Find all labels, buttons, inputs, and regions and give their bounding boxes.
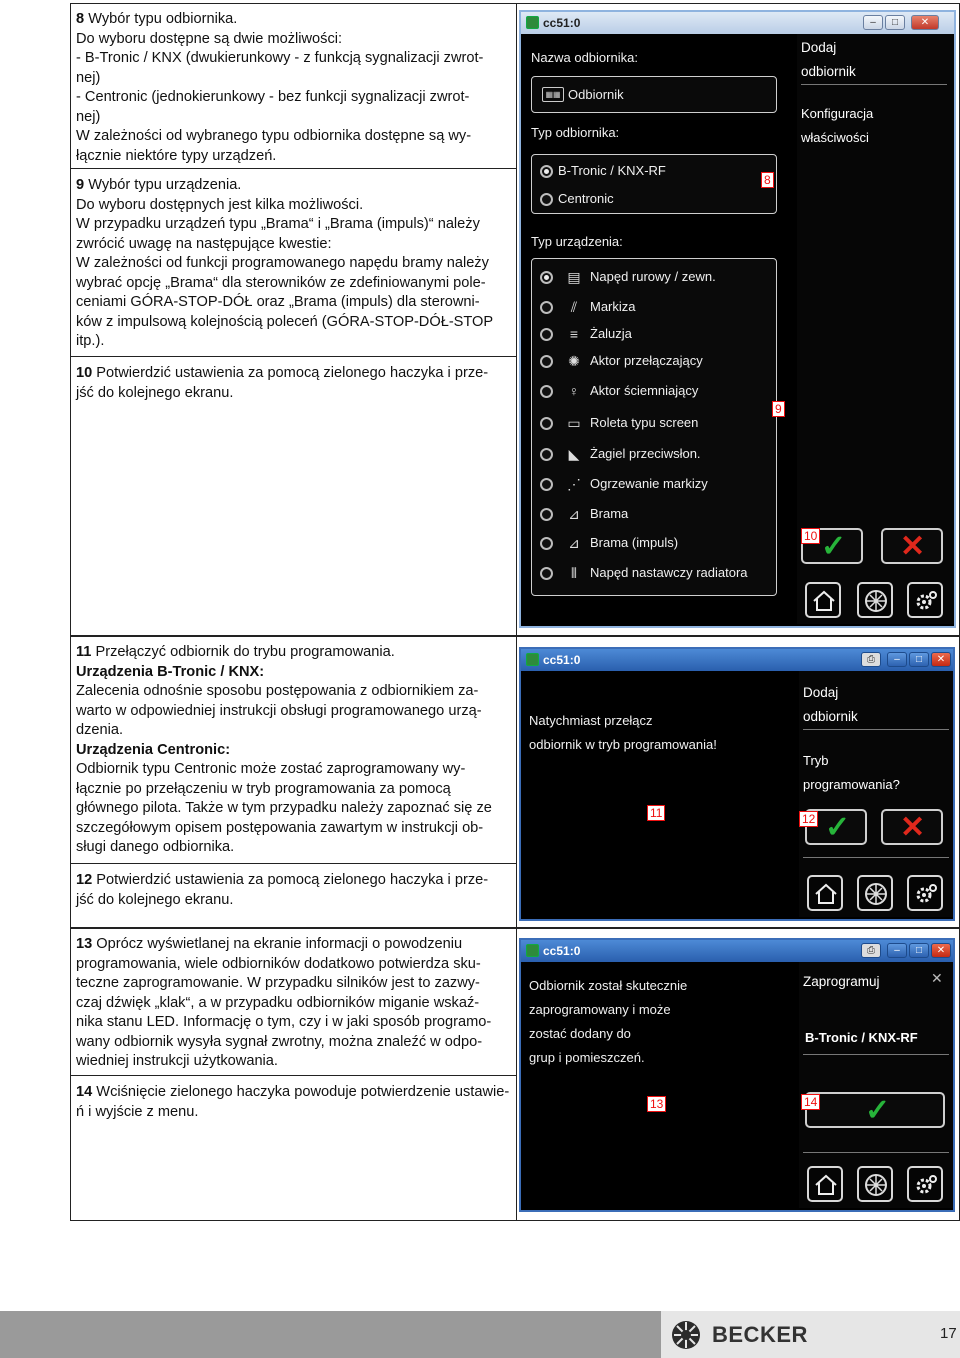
device-label: Żagiel przeciwsłon. — [590, 446, 701, 461]
minimize-button[interactable]: – — [863, 15, 883, 30]
switch-actuator-icon: ✺ — [568, 353, 580, 369]
step-13-line: wany odbiornik wysyła sygnał zwrotny, można znaleźć w odpo- — [76, 1033, 483, 1050]
step-11-heading: Urządzenia Centronic: — [76, 741, 231, 758]
radio-icon — [540, 567, 553, 580]
home-button[interactable] — [805, 582, 841, 618]
app-icon — [526, 944, 539, 957]
checkmark-icon: ✓ — [821, 530, 847, 563]
step-11-heading: Urządzenia B-Tronic / KNX: — [76, 663, 265, 680]
device-option[interactable] — [534, 561, 766, 585]
step-13-line: wiedniej instrukcji użytkowania. — [76, 1053, 278, 1069]
radio-icon — [540, 448, 553, 461]
confirm-button[interactable] — [805, 1092, 945, 1128]
step-11-line: sługi danego odbiornika. — [76, 839, 235, 855]
radio-icon — [540, 537, 553, 550]
callout-14: 14 — [801, 1094, 820, 1110]
callout-12: 12 — [799, 811, 818, 827]
becker-logo-icon — [863, 881, 889, 907]
page-number: 17 — [940, 1325, 957, 1342]
device-label: Brama (impuls) — [590, 535, 679, 550]
gate-icon: ⊿ — [568, 506, 580, 522]
device-option[interactable] — [534, 531, 766, 555]
screen-programming-mode — [519, 647, 955, 921]
step-9-line: Do wyboru dostępnych jest kilka możliwości. — [76, 196, 364, 213]
device-label: Aktor przełączający — [590, 353, 703, 368]
panel-title-line2: odbiornik — [801, 64, 856, 79]
sail-icon: ◣ — [568, 446, 580, 462]
panel-subtitle-line2: właściwości — [801, 130, 869, 145]
screen-roller-icon: ▭ — [567, 415, 581, 431]
blinds-icon: ≡ — [569, 326, 579, 342]
step-13 — [70, 928, 516, 1076]
settings-button[interactable] — [907, 582, 943, 618]
message-line1: Odbiornik został skutecznie — [529, 978, 688, 993]
divider — [803, 729, 949, 730]
message-line2: zaprogramowany i może — [529, 1002, 671, 1017]
radiator-icon: ⦀ — [570, 565, 578, 581]
panel-subtitle-line1: Tryb — [803, 753, 829, 768]
minimize-button[interactable]: – — [887, 943, 907, 958]
checkmark-icon: ✓ — [865, 1094, 891, 1127]
panel-subtitle-line1: Konfiguracja — [801, 106, 874, 121]
window-titlebar — [521, 940, 953, 962]
divider — [803, 1054, 949, 1055]
message-line4: grup i pomieszczeń. — [529, 1050, 645, 1065]
step-8-line: łącznie niektóre typy urządzeń. — [76, 147, 277, 164]
step-14-line: Wciśnięcie zielonego haczyka powoduje potwierdzenie ustawie- — [96, 1084, 510, 1100]
radio-icon — [540, 165, 553, 178]
step-13-line: nika stanu LED. Informację o tym, czy i w jaki sposób programo- — [76, 1014, 492, 1030]
step-13-line: czaj dźwięk „klak“, a w przypadku odbiorników miganie wskaź- — [76, 994, 480, 1011]
close-button[interactable]: ✕ — [931, 943, 951, 958]
step-9-line: itp.). — [76, 333, 105, 349]
step-8-line: - Centronic (jednokierunkowy - bez funkcji sygnalizacji zwrot- — [76, 89, 470, 105]
radio-icon — [540, 301, 553, 314]
step-8 — [70, 3, 516, 169]
receiver-type-label-text: B-Tronic / KNX-RF — [558, 163, 666, 178]
device-type-label: Typ urządzenia: — [531, 234, 623, 249]
callout-8: 8 — [761, 172, 774, 188]
receiver-name-label: Nazwa odbiornika: — [531, 50, 638, 65]
device-option[interactable] — [534, 379, 766, 403]
becker-button[interactable] — [857, 1166, 893, 1202]
device-label: Markiza — [590, 299, 636, 314]
receiver-type-label: Typ odbiornika: — [531, 125, 620, 140]
device-option[interactable] — [534, 295, 766, 319]
step-10 — [70, 357, 516, 636]
device-option[interactable] — [534, 265, 766, 289]
step-10-number: 10 — [76, 365, 93, 381]
panel-title: Zaprogramuj — [803, 974, 880, 989]
receiver-type-group — [531, 154, 777, 214]
gate-impulse-icon: ⊿ — [568, 535, 580, 551]
step-11-line: dzenia. — [76, 722, 124, 738]
step-13-line: Oprócz wyświetlanej na ekranie informacji o powodzeniu — [96, 936, 463, 952]
step-10-line: jść do kolejnego ekranu. — [76, 384, 234, 401]
device-label: Roleta typu screen — [590, 415, 699, 430]
step-11-number: 11 — [76, 644, 92, 660]
step-12-line: Potwierdzić ustawienia za pomocą zielonego haczyka i prze- — [96, 872, 489, 888]
gear-icon — [913, 1172, 939, 1198]
gear-icon — [913, 881, 939, 907]
step-14 — [70, 1076, 516, 1176]
home-icon — [813, 881, 839, 907]
step-9 — [70, 169, 516, 357]
heater-icon: ⋰ — [567, 476, 581, 492]
app-icon — [526, 16, 539, 29]
panel-title-line1: Dodaj — [803, 685, 839, 700]
radio-icon — [540, 193, 553, 206]
device-label: Napęd nastawczy radiatora — [590, 565, 748, 580]
screen-programmed — [519, 938, 955, 1212]
callout-11: 11 — [647, 805, 665, 821]
step-12-line: jść do kolejnego ekranu. — [76, 891, 234, 908]
cancel-button[interactable] — [881, 528, 943, 564]
receiver-type-label-text: Centronic — [558, 191, 614, 206]
step-12-number: 12 — [76, 872, 93, 888]
column-divider — [516, 3, 517, 1221]
radio-icon — [540, 417, 553, 430]
step-14-number: 14 — [76, 1084, 93, 1100]
step-10-line: Potwierdzić ustawienia za pomocą zielonego haczyka i prze- — [96, 365, 489, 381]
radio-icon — [540, 508, 553, 521]
tubular-motor-icon: ▤ — [567, 269, 581, 285]
maximize-button[interactable]: □ — [909, 943, 929, 958]
step-9-title: Wybór typu urządzenia. — [88, 177, 242, 193]
footer-brand-area — [661, 1311, 960, 1358]
step-8-title: Wybór typu odbiornika. — [88, 11, 238, 27]
device-option[interactable] — [534, 349, 766, 373]
dimmer-bulb-icon: ♀ — [568, 383, 580, 399]
becker-button[interactable] — [857, 875, 893, 911]
step-8-line: W zależności od wybranego typu odbiornika dostępne są wy- — [76, 128, 472, 144]
step-9-line: zwrócić uwagę na następujące kwestie: — [76, 235, 332, 252]
right-panel — [797, 34, 954, 624]
cancel-button[interactable] — [881, 809, 943, 845]
maximize-button[interactable]: □ — [885, 15, 905, 30]
step-13-line: teczne zaprogramowanie. W przypadku silników jest to zazwy- — [76, 975, 480, 991]
device-label: Brama — [590, 506, 629, 521]
home-button[interactable] — [807, 875, 843, 911]
cross-icon: ✕ — [900, 530, 926, 563]
step-11-line: Odbiornik typu Centronic może zostać zaprogramowany wy- — [76, 761, 466, 777]
step-11-line: głównego pilota. Także w tym przypadku należy zapoznać się ze — [76, 800, 492, 816]
divider — [801, 84, 947, 85]
panel-subtitle-line2: programowania? — [803, 777, 900, 792]
panel-subtitle: B-Tronic / KNX-RF — [805, 1030, 918, 1045]
step-11 — [70, 636, 516, 864]
radio-icon — [540, 385, 553, 398]
step-13-line: programowania, wiele odbiorników dodatkowo potwierdza sku- — [76, 955, 481, 972]
divider — [803, 857, 949, 858]
brand-name: BECKER — [712, 1322, 808, 1347]
step-9-line: wybrać opcję „Brama“ dla sterowników ze zdefiniowanymi pole- — [76, 274, 486, 291]
becker-logo-icon — [670, 1319, 702, 1351]
divider — [803, 1152, 949, 1153]
close-button[interactable]: ✕ — [911, 15, 939, 30]
settings-button[interactable] — [907, 875, 943, 911]
step-8-line: Do wyboru dostępne są dwie możliwości: — [76, 30, 343, 47]
receiver-name-field[interactable] — [531, 76, 777, 113]
step-11-line: Zalecenia odnośnie sposobu postępowania z odbiornikiem za- — [76, 683, 479, 699]
device-type-group — [531, 258, 777, 596]
becker-logo-icon — [863, 588, 889, 614]
step-13-number: 13 — [76, 936, 93, 952]
window-titlebar — [521, 12, 954, 34]
step-9-line: ków z impulsową kolejnością poleceń (GÓRA-STOP-DÓŁ-STOP — [76, 313, 494, 330]
step-11-line: warto w odpowiedniej instrukcji obsługi programowanego urzą- — [76, 702, 482, 719]
close-button[interactable]: ✕ — [931, 652, 951, 667]
panel-title-line2: odbiornik — [803, 709, 858, 724]
app-icon — [526, 653, 539, 666]
callout-9: 9 — [772, 401, 785, 417]
message-line2: odbiornik w tryb programowania! — [529, 737, 717, 752]
step-8-line: nej) — [76, 69, 101, 86]
instructions-column — [70, 3, 516, 1221]
receiver-type-option[interactable] — [534, 187, 754, 211]
device-option[interactable] — [534, 411, 766, 435]
step-12 — [70, 864, 516, 928]
right-panel — [799, 962, 953, 1208]
checkmark-icon: ✓ — [825, 811, 851, 844]
step-9-line: W przypadku urządzeń typu „Brama“ i „Brama (impuls)“ należy — [76, 216, 480, 232]
step-8-line: - B-Tronic / KNX (dwukierunkowy - z funkcją sygnalizacji zwrot- — [76, 50, 484, 66]
cross-icon: ✕ — [900, 811, 926, 844]
radio-icon — [540, 271, 553, 284]
callout-13: 13 — [647, 1096, 666, 1112]
footer-bar — [0, 1311, 661, 1358]
home-icon — [811, 588, 837, 614]
screen-add-receiver — [519, 10, 956, 628]
device-option[interactable] — [534, 472, 766, 496]
window-title: cc51:0 — [543, 16, 581, 30]
radio-icon — [540, 328, 553, 341]
device-option[interactable] — [534, 502, 766, 526]
device-label: Ogrzewanie markizy — [590, 476, 708, 491]
device-option[interactable] — [534, 322, 766, 346]
radio-icon — [540, 355, 553, 368]
message-line1: Natychmiast przełącz — [529, 713, 653, 728]
message-line3: zostać dodany do — [529, 1026, 631, 1041]
panel-title-line1: Dodaj — [801, 40, 837, 55]
home-button[interactable] — [807, 1166, 843, 1202]
step-14-line: ń i wyjście z menu. — [76, 1103, 199, 1120]
callout-10: 10 — [801, 528, 820, 544]
step-8-number: 8 — [76, 11, 85, 27]
printer-button[interactable]: ⎙ — [861, 652, 881, 667]
device-label: Żaluzja — [590, 326, 632, 341]
window-title: cc51:0 — [543, 944, 581, 958]
step-11-line: szczegółowym opisem postępowania zawartym w instrukcji ob- — [76, 819, 484, 836]
device-label: Napęd rurowy / zewn. — [590, 269, 716, 284]
window-title: cc51:0 — [543, 653, 581, 667]
step-9-line: ceniami GÓRA-STOP-DÓŁ oraz „Brama (impuls) dla sterowni- — [76, 294, 480, 310]
printer-button[interactable]: ⎙ — [861, 943, 881, 958]
awning-icon: ⫽ — [570, 299, 578, 315]
becker-button[interactable] — [857, 582, 893, 618]
keyboard-icon: ▦▦ — [542, 87, 564, 102]
step-9-number: 9 — [76, 177, 85, 193]
device-label: Aktor ściemniający — [590, 383, 699, 398]
receiver-type-option[interactable] — [534, 159, 754, 183]
right-panel — [799, 671, 953, 917]
minimize-button[interactable]: – — [887, 652, 907, 667]
home-icon — [813, 1172, 839, 1198]
maximize-button[interactable]: □ — [909, 652, 929, 667]
step-11-title: Przełączyć odbiornik do trybu programowania. — [95, 644, 395, 660]
radio-icon — [540, 478, 553, 491]
step-8-line: nej) — [76, 108, 101, 125]
window-titlebar — [521, 649, 953, 671]
gear-icon — [913, 588, 939, 614]
step-11-line: łącznie po przełączeniu w tryb programowania za pomocą — [76, 780, 451, 797]
step-9-line: W zależności od funkcji programowanego napędu bramy należy — [76, 255, 489, 271]
device-option[interactable] — [534, 442, 766, 466]
receiver-name-value: Odbiornik — [568, 87, 624, 102]
close-x-icon[interactable]: ✕ — [931, 970, 943, 986]
becker-logo-icon — [863, 1172, 889, 1198]
settings-button[interactable] — [907, 1166, 943, 1202]
